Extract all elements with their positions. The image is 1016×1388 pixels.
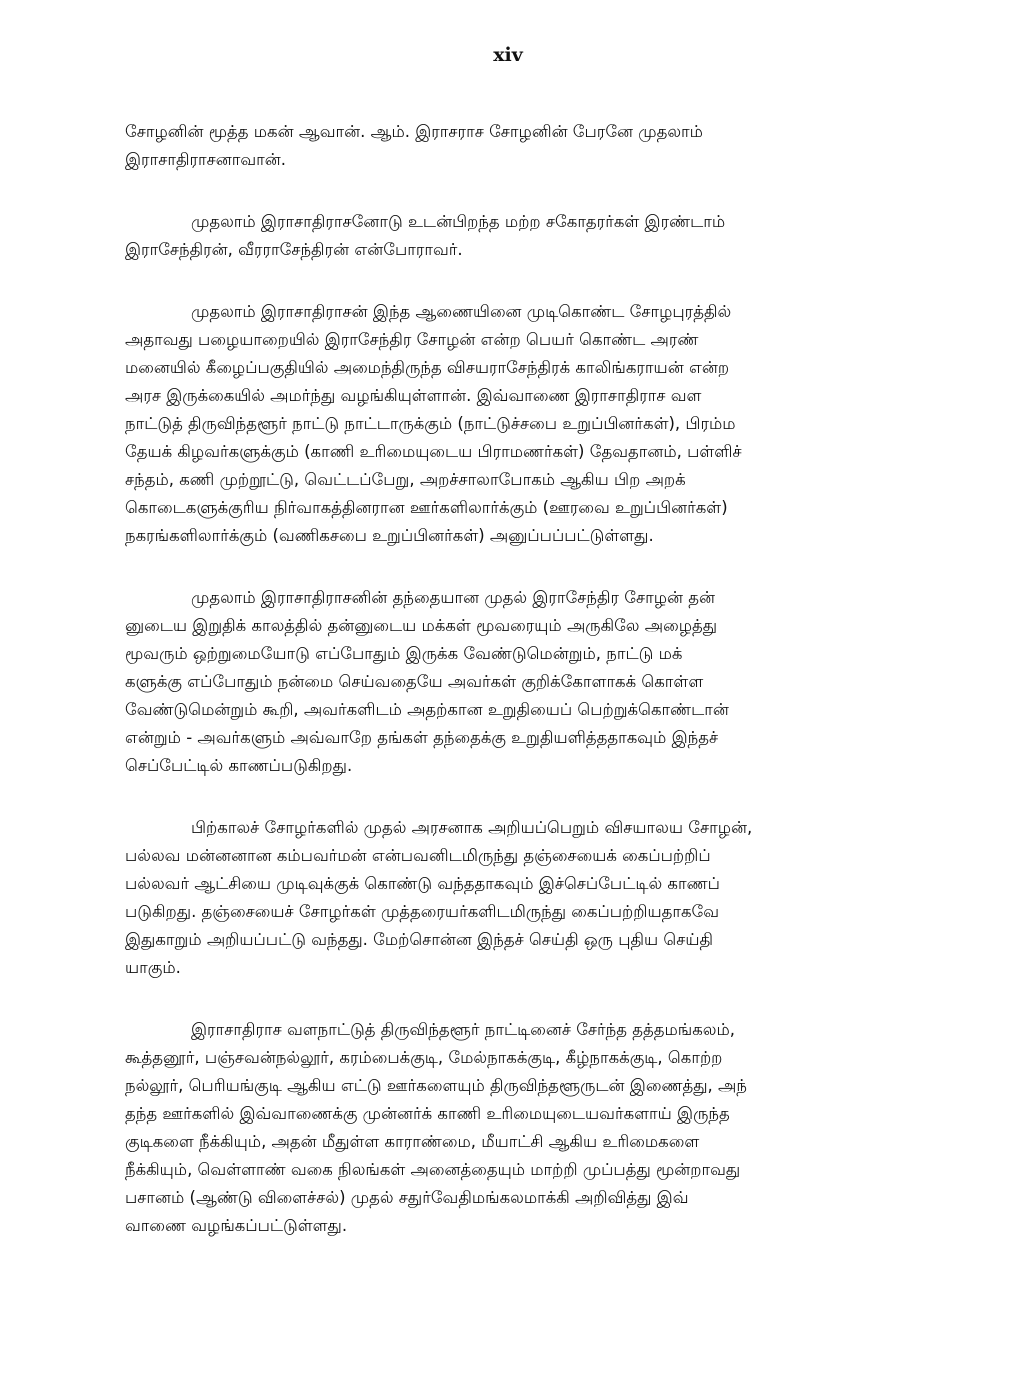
text-line: படுகிறது. தஞ்சையைச் சோழர்கள் முத்தரையர்களிடமிருந்து கைப்பற்றியதாகவே — [125, 902, 720, 921]
text-line: முதலாம் இராசாதிராசனின் தந்தையான முதல் இராசேந்திர சோழன் தன் — [191, 588, 716, 607]
text-line: பசானம் (ஆண்டு விளைச்சல்) முதல் சதுர்வேதிமங்கலமாக்கி அறிவித்து இவ் — [125, 1188, 689, 1207]
page-body — [125, 118, 915, 1274]
text-line: முதலாம் இராசாதிராசனோடு உடன்பிறந்த மற்ற சகோதரர்கள் இரண்டாம் — [191, 212, 726, 231]
text-line: பிற்காலச் சோழர்களில் முதல் அரசனாக அறியப்பெறும் விசயாலய சோழன், — [191, 818, 753, 837]
text-line: இராசாதிராச வளநாட்டுத் திருவிந்தளூர் நாட்டினைச் சேர்ந்த தத்தமங்கலம், — [191, 1020, 736, 1039]
text-line: நகரங்களிலார்க்கும் (வணிகசபை உறுப்பினர்கள்) அனுப்பப்பட்டுள்ளது. — [125, 526, 654, 545]
paragraph-4 — [125, 584, 915, 780]
text-line: இராசேந்திரன், வீரராசேந்திரன் என்போராவர். — [125, 240, 463, 259]
text-line: இதுகாறும் அறியப்பட்டு வந்தது. மேற்சொன்ன இந்தச் செய்தி ஒரு புதிய செய்தி — [125, 930, 714, 949]
text-line: மூவரும் ஒற்றுமையோடு எப்போதும் இருக்க வேண்டுமென்றும், நாட்டு மக் — [125, 644, 683, 663]
text-line: யாகும். — [125, 958, 181, 977]
text-line: செப்பேட்டில் காணப்படுகிறது. — [125, 756, 353, 775]
text-line: கூத்தனூர், பஞ்சவன்நல்லூர், கரம்பைக்குடி, மேல்நாகக்குடி, கீழ்நாகக்குடி, கொற்ற — [125, 1048, 723, 1067]
text-line: வேண்டுமென்றும் கூறி, அவர்களிடம் அதற்கான உறுதியைப் பெற்றுக்கொண்டான் — [125, 700, 729, 719]
text-line: நல்லூர், பெரியங்குடி ஆகிய எட்டு ஊர்களையும் திருவிந்தளூருடன் இணைத்து, அந் — [125, 1076, 747, 1095]
paragraph-2 — [125, 208, 915, 264]
text-line: வாணை வழங்கப்பட்டுள்ளது. — [125, 1216, 348, 1235]
text-line: சந்தம், கணி முற்றூட்டு, வெட்டப்பேறு, அறச்சாலாபோகம் ஆகிய பிற அறக் — [125, 470, 686, 489]
text-line: சோழனின் மூத்த மகன் ஆவான். ஆம். இராசராச சோழனின் பேரனே முதலாம் — [125, 122, 703, 141]
text-line: அரச இருக்கையில் அமர்ந்து வழங்கியுள்ளான். இவ்வாணை இராசாதிராச வள — [125, 386, 702, 405]
text-line: கொடைகளுக்குரிய நிர்வாகத்தினரான ஊர்களிலார்க்கும் (ஊரவை உறுப்பினர்கள்) — [125, 498, 728, 517]
text-line: என்றும் - அவர்களும் அவ்வாறே தங்கள் தந்தைக்கு உறுதியளித்ததாகவும் இந்தச் — [125, 728, 719, 747]
paragraph-6 — [125, 1016, 915, 1240]
text-line: முதலாம் இராசாதிராசன் இந்த ஆணையினை முடிகொண்ட சோழபுரத்தில் — [191, 302, 732, 321]
paragraph-5 — [125, 814, 915, 982]
text-line: தந்த ஊர்களில் இவ்வாணைக்கு முன்னர்க் காணி உரிமையுடையவர்களாய் இருந்த — [125, 1104, 730, 1123]
page-number: xiv — [493, 44, 523, 66]
text-line: மனையில் கீழைப்பகுதியில் அமைந்திருந்த விசயராசேந்திரக் காலிங்கராயன் என்ற — [125, 358, 730, 377]
text-line: நீக்கியும், வெள்ளாண் வகை நிலங்கள் அனைத்தையும் மாற்றி முப்பத்து மூன்றாவது — [125, 1160, 741, 1179]
text-line: களுக்கு எப்போதும் நன்மை செய்வதையே அவர்கள் குறிக்கோளாகக் கொள்ள — [125, 672, 704, 691]
text-line: அதாவது பழையாறையில் இராசேந்திர சோழன் என்ற பெயர் கொண்ட அரண் — [125, 330, 699, 349]
text-line: குடிகளை நீக்கியும், அதன் மீதுள்ள காராண்மை, மீயாட்சி ஆகிய உரிமைகளை — [125, 1132, 700, 1151]
text-line: இராசாதிராசனாவான். — [125, 150, 287, 169]
paragraph-1 — [125, 118, 915, 174]
text-line: னுடைய இறுதிக் காலத்தில் தன்னுடைய மக்கள் மூவரையும் அருகிலே அழைத்து — [125, 616, 718, 635]
paragraph-3 — [125, 298, 915, 550]
text-line: பல்லவர் ஆட்சியை முடிவுக்குக் கொண்டு வந்ததாகவும் இச்செப்பேட்டில் காணப் — [125, 874, 720, 893]
text-line: பல்லவ மன்னனான கம்பவர்மன் என்பவனிடமிருந்து தஞ்சையைக் கைப்பற்றிப் — [125, 846, 711, 865]
text-line: தேயக் கிழவர்களுக்கும் (காணி உரிமையுடைய பிராமணர்கள்) தேவதானம், பள்ளிச் — [125, 442, 742, 461]
text-line: நாட்டுத் திருவிந்தளூர் நாட்டு நாட்டாருக்கும் (நாட்டுச்சபை உறுப்பினர்கள்), பிரம்ம — [125, 414, 736, 433]
